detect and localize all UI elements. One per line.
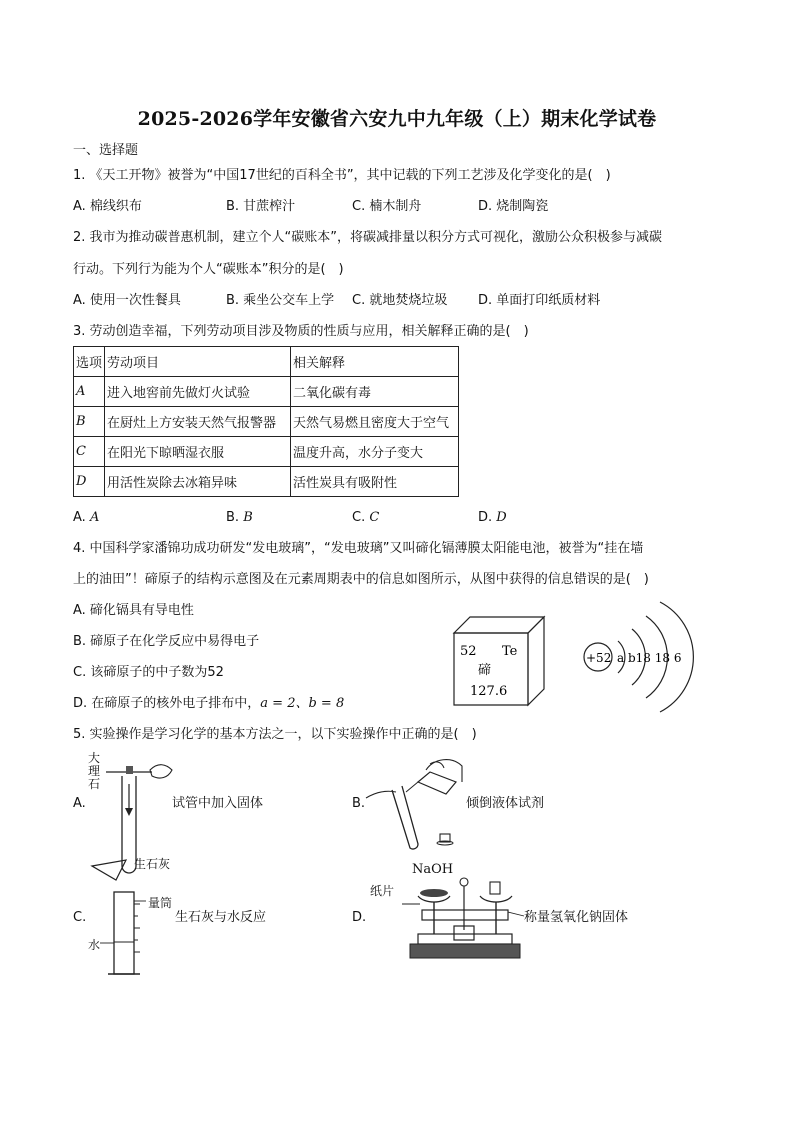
electron-counts: a b18 18 6 [617, 651, 682, 665]
table-cell-item: 用活性炭除去冰箱异味 [105, 467, 291, 497]
paper-funnel [92, 860, 126, 880]
marble-label [88, 752, 100, 791]
element-card [452, 615, 548, 707]
q5-option-b-caption: 倾倒液体试剂 [466, 796, 545, 811]
liquid-stream [406, 782, 418, 792]
q5-option-b-letter: B. [352, 796, 366, 811]
option-prefix: C. [352, 510, 370, 525]
q1-option-d: D. 烧制陶瓷 [478, 199, 549, 214]
drop-arrow-head [125, 808, 133, 816]
option-text: D. 在碲原子的核外电子排布中， [73, 696, 261, 711]
quicklime-label: 生石灰 [134, 857, 171, 871]
q3-option-d [478, 510, 507, 526]
option-letter: D [496, 510, 507, 525]
option-prefix: B. [226, 510, 244, 525]
nucleus-charge: +52 [586, 651, 612, 665]
q5-option-c-caption: 生石灰与水反应 [175, 910, 267, 925]
q4-option-b: B. 碲原子在化学反应中易得电子 [73, 634, 260, 649]
q3-table [73, 346, 459, 497]
q2-stem-line2: 行动。下列行为能为个人“碳账本”积分的是( ) [73, 262, 344, 277]
reagent-bottle [418, 772, 456, 794]
water-label: 水 [88, 938, 101, 952]
paper-label: 纸片 [370, 884, 395, 898]
balance-figure [400, 830, 528, 972]
table-cell-option: D [74, 467, 105, 497]
option-prefix: D. [478, 510, 497, 525]
cylinder-label: 量筒 [148, 896, 173, 910]
table-cell-explanation: 活性炭具有吸附性 [291, 467, 459, 497]
right-pan [480, 896, 512, 902]
table-cell-item: 在厨灶上方安装天然气报警器 [105, 407, 291, 437]
element-name: 碲 [478, 663, 492, 678]
q5-option-a-letter: A. [73, 796, 86, 811]
table-header-cell: 劳动项目 [105, 347, 291, 377]
table-row [74, 437, 459, 467]
label-leader [508, 912, 524, 916]
table-cell-option: A [74, 377, 105, 407]
weight-in-pan [490, 882, 500, 894]
q5-option-d-letter: D. [352, 910, 367, 925]
q5-option-c-letter: C. [73, 910, 87, 925]
table-cell-explanation: 温度升高，水分子变大 [291, 437, 459, 467]
atom-structure-diagram [580, 594, 700, 718]
q3-option-c [352, 510, 379, 526]
q1-option-c: C. 楠木制舟 [352, 199, 422, 214]
page-title: 2025-2026学年安徽省六安九中九年级（上）期末化学试卷 [137, 108, 657, 130]
q3-stem: 3. 劳动创造幸福，下列劳动项目涉及物质的性质与应用，相关解释正确的是( ) [73, 324, 529, 339]
table-cell-explanation: 天然气易燃且密度大于空气 [291, 407, 459, 437]
table-cell-explanation: 二氧化碳有毒 [291, 377, 459, 407]
q4-stem-line1: 4. 中国科学家潘锦功成功研发“发电玻璃”，“发电玻璃”又叫碲化镉薄膜太阳能电池，被誉为“挂在墙 [73, 541, 644, 556]
naoh-solid [420, 889, 448, 897]
hand-outline [150, 765, 172, 778]
q2-option-d: D. 单面打印纸质材料 [478, 293, 601, 308]
q4-option-a: A. 碲化镉具有导电性 [73, 603, 194, 618]
table-header-row [74, 347, 459, 377]
q3-option-b [226, 510, 253, 526]
table-row [74, 377, 459, 407]
element-symbol: Te [502, 644, 518, 659]
q1-option-a: A. 棉线织布 [73, 199, 142, 214]
atomic-number: 52 [460, 644, 477, 659]
option-letter: B [243, 510, 253, 525]
q1-stem: 1. 《天工开物》被誉为“中国17世纪的百科全书”，其中记载的下列工艺涉及化学变化的是( ) [73, 168, 611, 183]
marble-label-char: 大 [88, 751, 101, 765]
balance-body [418, 934, 512, 944]
pointer-knob [460, 878, 468, 886]
table-cell-option: B [74, 407, 105, 437]
option-letter: C [369, 510, 380, 525]
graduated-cylinder [114, 892, 134, 974]
q5-option-d-caption: 称量氢氧化钠固体 [524, 910, 629, 925]
table-cell-item: 在阳光下晾晒湿衣服 [105, 437, 291, 467]
atomic-mass: 127.6 [470, 684, 508, 699]
naoh-label: NaOH [412, 862, 454, 877]
card-side [528, 617, 544, 705]
q2-option-a: A. 使用一次性餐具 [73, 293, 181, 308]
table-row [74, 467, 459, 497]
q1-option-b: B. 甘蔗榨汁 [226, 199, 296, 214]
table-cell-option: C [74, 437, 105, 467]
q4-option-c: C. 该碲原子的中子数为52 [73, 665, 224, 680]
balance-beam [422, 910, 508, 920]
table-header-cell: 相关解释 [291, 347, 459, 377]
q2-option-c: C. 就地焚烧垃圾 [352, 293, 448, 308]
q4-stem-line2: 上的油田”！碲原子的结构示意图及在元素周期表中的信息如图所示，从图中获得的信息错误的是( ) [73, 572, 649, 587]
marble-label-char: 石 [88, 777, 101, 791]
option-math: a = 2、b = 8 [260, 696, 345, 711]
hand-outline [366, 791, 396, 798]
table-cell-item: 进入地窖前先做灯火试验 [105, 377, 291, 407]
cylinder-figure [86, 854, 176, 978]
q2-stem-line1: 2. 我市为推动碳普惠机制，建立个人“碳账本”，将碳减排量以积分方式可视化，激励公众积极参与减碳 [73, 230, 663, 245]
section-heading: 一、选择题 [73, 143, 139, 158]
q2-option-b: B. 乘坐公交车上学 [226, 293, 335, 308]
table-row [74, 407, 459, 437]
marble-piece [126, 766, 133, 774]
q5-stem: 5. 实验操作是学习化学的基本方法之一，以下实验操作中正确的是( ) [73, 727, 477, 742]
bottle-stopper [430, 762, 444, 768]
table-header-cell: 选项 [74, 347, 105, 377]
balance-base [410, 944, 520, 958]
q3-option-a [73, 510, 99, 526]
marble-label-char: 理 [88, 764, 101, 778]
option-letter: A [89, 510, 100, 525]
q5-option-a-caption: 试管中加入固体 [172, 796, 264, 811]
q4-option-d [73, 696, 344, 712]
option-prefix: A. [73, 510, 90, 525]
